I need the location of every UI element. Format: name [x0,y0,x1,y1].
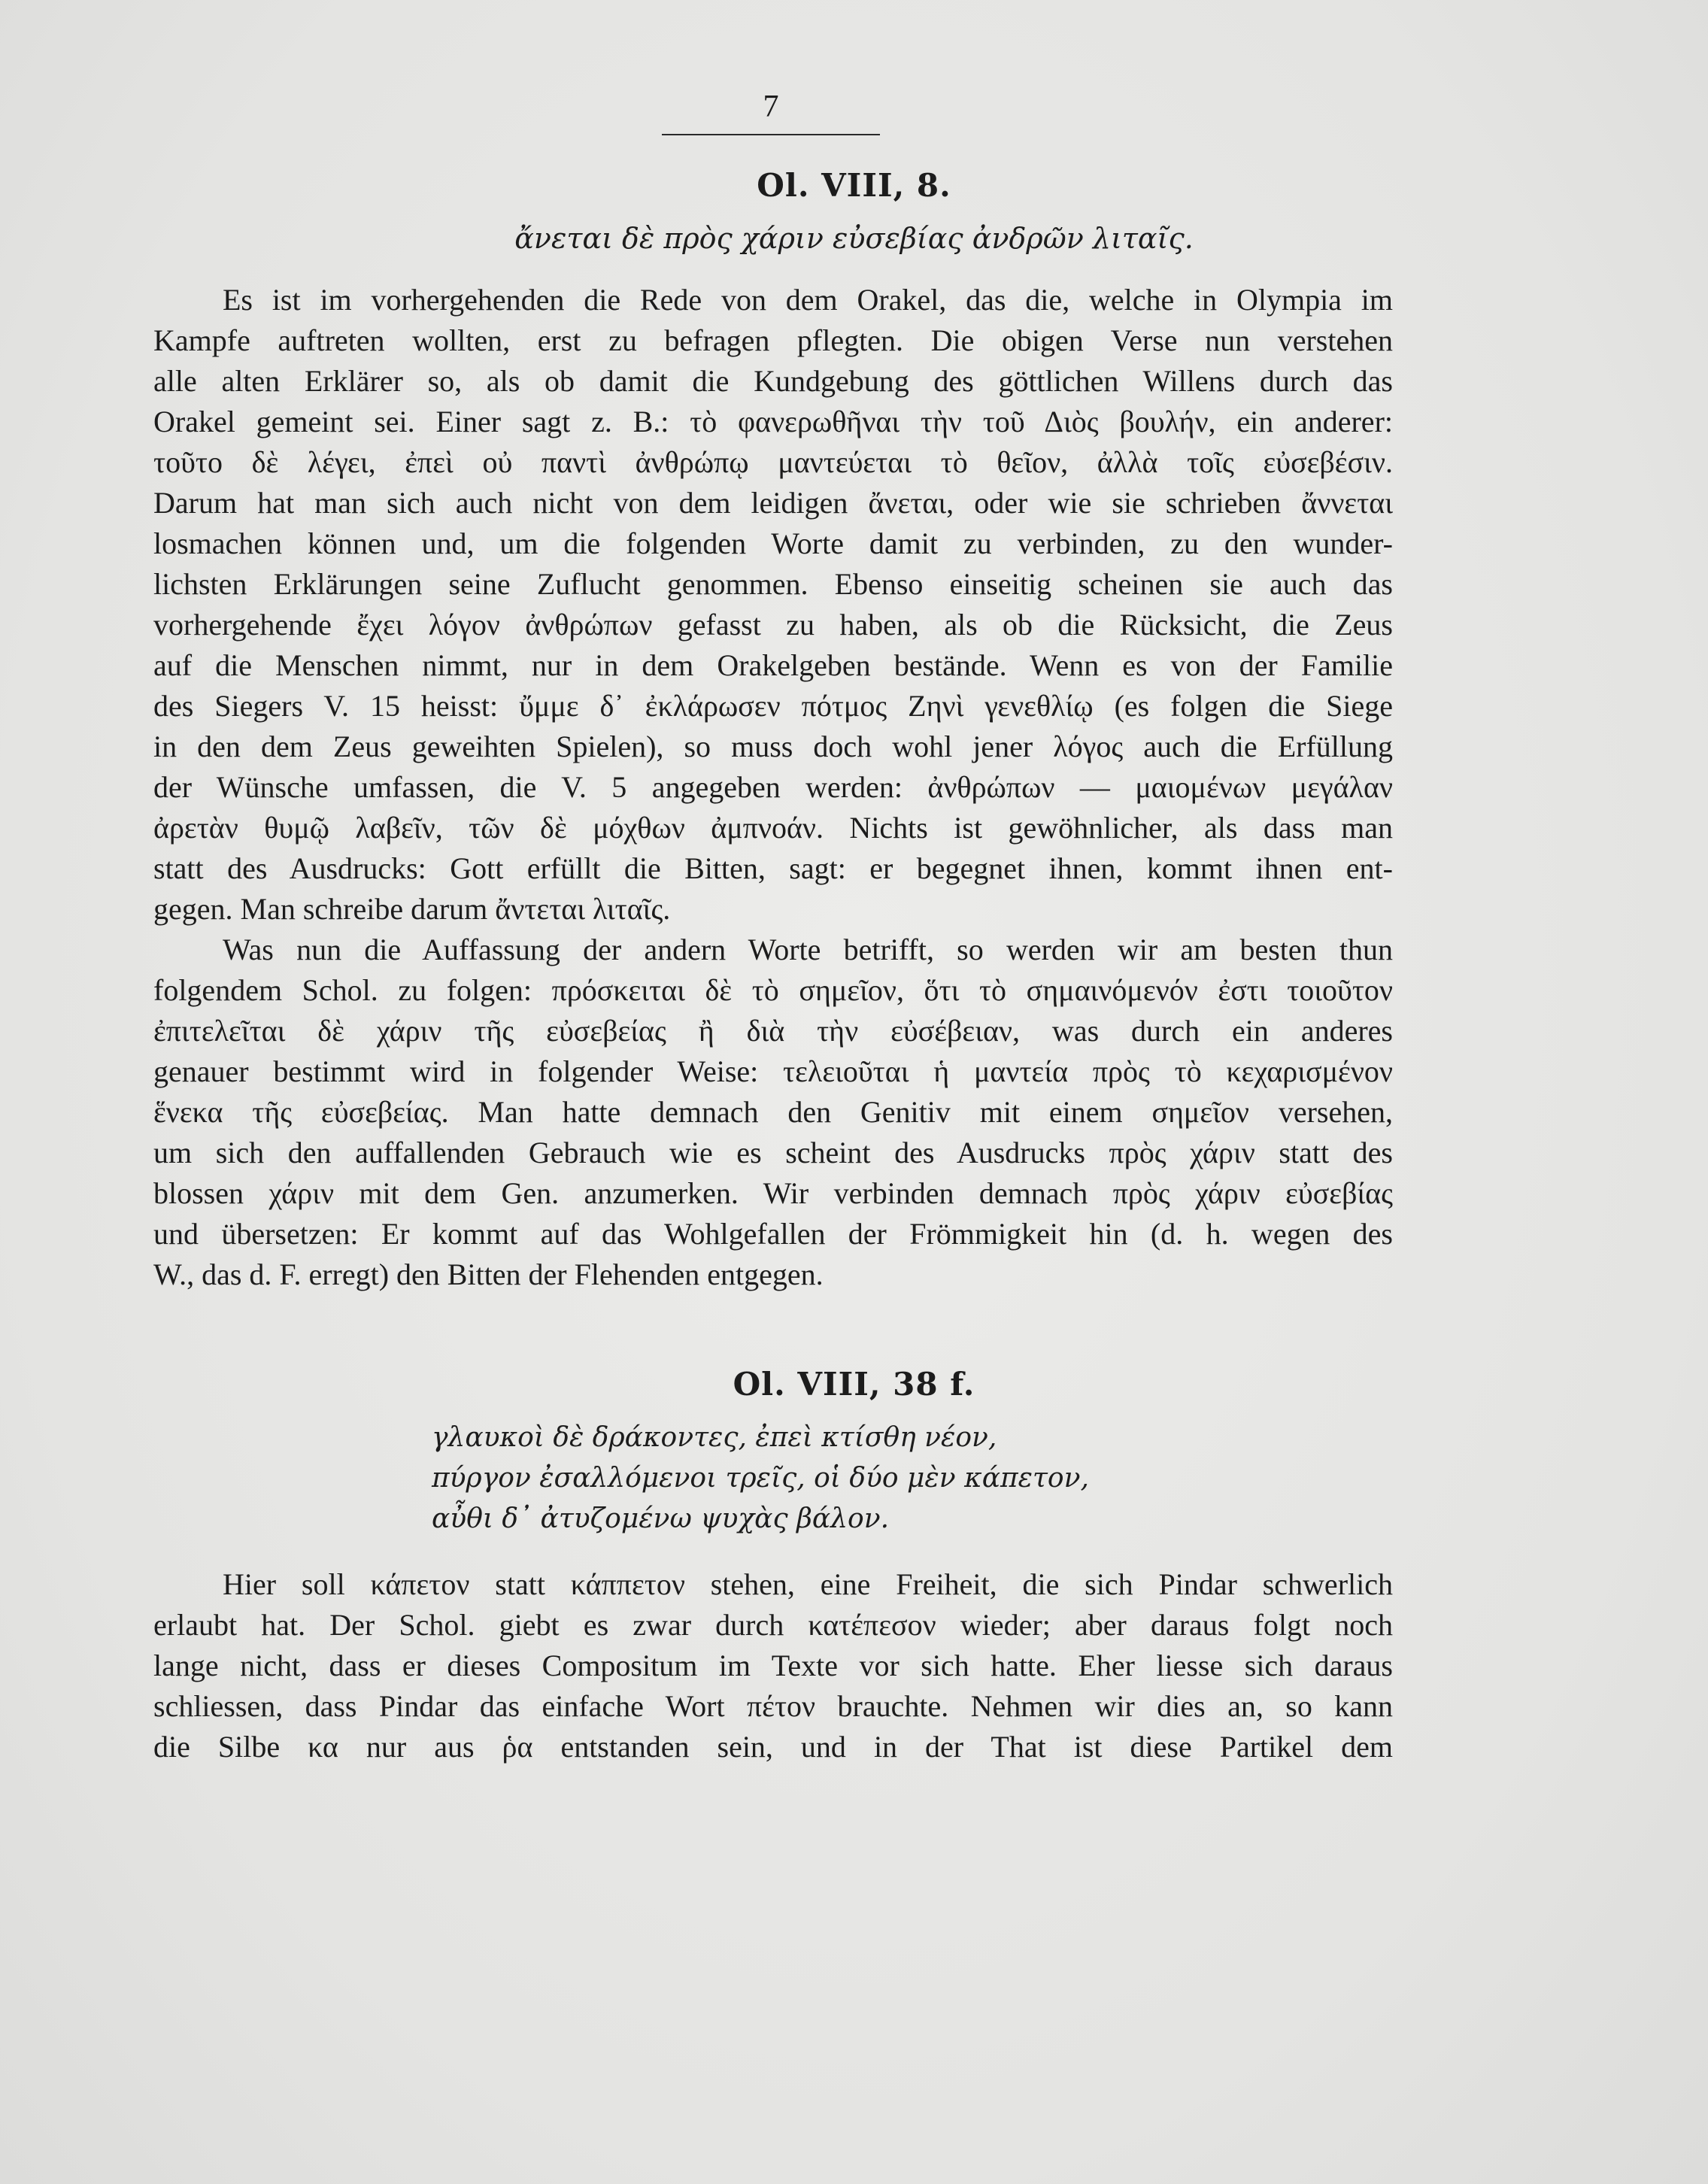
text-line: die Silbe κα nur aus ῥα entstanden sein, und in der That ist diese Partikel dem [153,1730,1393,1764]
text-line: in den dem Zeus geweihten Spielen), so muss doch wohl jener λόγος auch die Erfüllung [153,730,1393,763]
text-line: ἀρετὰν θυμῷ λαβεῖν, τῶν δὲ μόχθων ἀμπνοάν. Nichts ist gewöhnlicher, als dass man [153,811,1393,845]
paragraph [153,930,1393,1295]
header-rule [662,134,880,135]
verse-line: γλαυκοὶ δὲ δράκοντες, ἐπεὶ κτίσθη νέον, [432,1422,997,1453]
text-line: Kampfe auftreten wollten, erst zu befragen pflegten. Die obigen Verse nun verstehen [153,323,1393,357]
text-line: des Siegers V. 15 heisst: ὔμμε δ᾽ ἐκλάρωσεν πότμος Ζηνὶ γενεθλίῳ (es folgen die Siege [153,689,1393,723]
text-line: vorhergehende ἔχει λόγον ἀνθρώπων gefasst zu haben, als ob die Rücksicht, die Zeus [153,608,1393,642]
text-line: erlaubt hat. Der Schol. giebt es zwar durch κατέπεσον wieder; aber daraus folgt noch [153,1608,1393,1642]
text-line: τοῦτο δὲ λέγει, ἐπεὶ οὐ παντὶ ἀνθρώπῳ μαντεύεται τὸ θεῖον, ἀλλὰ τοῖς εὐσεβέσιν. [153,445,1393,479]
section-title: Ol. VIII, 38 f. [733,1366,975,1403]
text-line: gegen. Man schreibe darum ἄντεται λιταῖς. [153,892,671,926]
text-line: Es ist im vorhergehenden die Rede von dem Orakel, das die, welche in Olympia im [223,283,1393,317]
text-line: Darum hat man sich auch nicht von dem leidigen ἄνεται, oder wie sie schrieben ἄννεται [153,486,1393,520]
paragraph [153,1564,1393,1767]
verse-line: αὖθι δ᾽ ἀτυζομένω ψυχὰς βάλον. [432,1503,890,1534]
page-header [662,89,880,135]
text-line: schliessen, dass Pindar das einfache Wort πέτον brauchte. Nehmen wir dies an, so kann [153,1689,1393,1723]
text-line: ἐπιτελεῖται δὲ χάριν τῆς εὐσεβείας ἢ διὰ τὴν εὐσέβειαν, was durch ein anderes [153,1014,1393,1048]
text-line: W., das d. F. erregt) den Bitten der Flehenden entgegen. [153,1257,824,1291]
section-title: Ol. VIII, 8. [757,167,951,204]
paragraph [153,280,1393,930]
text-line: alle alten Erklärer so, als ob damit die Kundgebung des göttlichen Willens durch das [153,364,1393,398]
verse-block [432,1418,1334,1539]
text-line: ἕνεκα τῆς εὐσεβείας. Man hatte demnach den Genitiv mit einem σημεῖον versehen, [153,1095,1393,1129]
text-line: lange nicht, dass er dieses Compositum im Texte vor sich hatte. Eher liesse sich daraus [153,1649,1393,1682]
text-line: Orakel gemeint sei. Einer sagt z. B.: τὸ φανερωθῆναι τὴν τοῦ Διὸς βουλήν, ein anderer: [153,405,1393,438]
text-line: losmachen können und, um die folgenden Worte damit zu verbinden, zu den wunder- [153,526,1393,560]
verse-line: πύργον ἐσαλλόμενοι τρεῖς, οἱ δύο μὲν κάπετον, [432,1463,1089,1494]
text-line: lichsten Erklärungen seine Zuflucht genommen. Ebenso einseitig scheinen sie auch das [153,567,1393,601]
page-number: 7 [763,89,779,124]
text-line: auf die Menschen nimmt, nur in dem Orakelgeben bestände. Wenn es von der Familie [153,648,1393,682]
text-line: und übersetzen: Er kommt auf das Wohlgefallen der Frömmigkeit hin (d. h. wegen des [153,1217,1393,1251]
text-line: um sich den auffallenden Gebrauch wie es scheint des Ausdrucks πρὸς χάριν statt des [153,1136,1393,1169]
text-line: Hier soll κάπετον statt κάππετον stehen, eine Freiheit, die sich Pindar schwerlich [223,1567,1393,1601]
text-line: folgendem Schol. zu folgen: πρόσκειται δὲ τὸ σημεῖον, ὅτι τὸ σημαινόμενόν ἐστι τοιοῦτον [153,973,1393,1007]
text-line: der Wünsche umfassen, die V. 5 angegeben werden: ἀνθρώπων — μαιομένων μεγάλαν [153,770,1393,804]
text-line: Was nun die Auffassung der andern Worte betrifft, so werden wir am besten thun [223,933,1393,966]
text-line: statt des Ausdrucks: Gott erfüllt die Bitten, sagt: er begegnet ihnen, kommt ihnen ent- [153,851,1393,885]
text-line: blossen χάριν mit dem Gen. anzumerken. Wir verbinden demnach πρὸς χάριν εὐσεβίας [153,1176,1393,1210]
greek-epigraph: ἄνεται δὲ πρὸς χάριν εὐσεβίας ἀνδρῶν λιταῖς. [514,222,1194,255]
text-line: genauer bestimmt wird in folgender Weise: τελειοῦται ἡ μαντεία πρὸς τὸ κεχαρισμένον [153,1054,1393,1088]
